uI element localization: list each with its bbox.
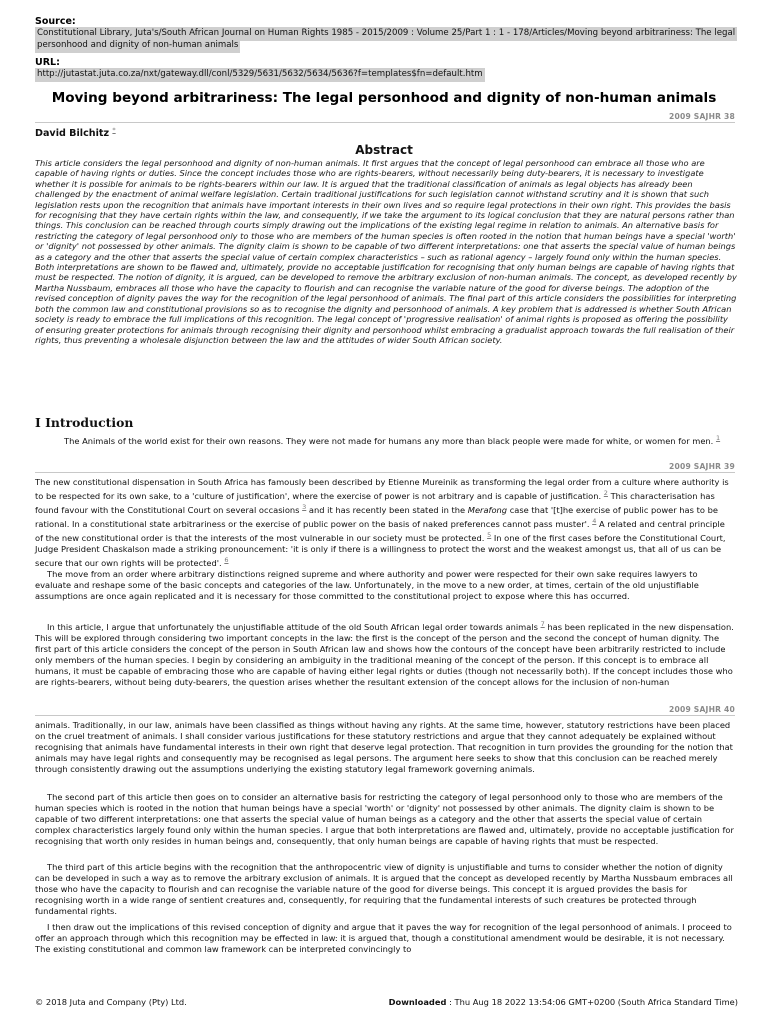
paragraph-6-text: The third part of this article begins with the recognition that the anthropocentric view of dignity is unjustifiable and turns to consider whether the notion of dignity can be developed in such a way as to remove the arbitrary exclusion of animals. It is argued that the concept as developed recently by Martha Nussbaum embraces all those who have the capacity to flourish and can recognise the variable nature of the good for diverse beings. This concept it is argued provides the basis for recognising worth in a wide range of sentient creatures and, consequently, for requiring that the fundamental interests of such creatures be protected through fundamental rights.	[35, 862, 733, 917]
paragraph-3-text-a: In this article, I argue that unfortunately the unjustifiable attitude of the old South African legal order towards animals	[47, 621, 538, 632]
author-footnote-link[interactable]: *	[112, 126, 116, 134]
url-label: URL:	[35, 57, 60, 68]
paragraph-6	[35, 862, 735, 917]
paragraph-3-text-b: has been replicated in the new dispensation. This will be explored through considering two important concepts in the law: the first is the concept of the person and the second the concept of human dignity. The first part of this article considers the concept of the person in South African law and shows how the contours of the concept have been arbitrarily restricted to include only members of the human species. I begin by considering an ambiguity in the traditional meaning of the concept of the person. If this concept is to embrace all humans, it must be capable of embracing those who are capable of having either legal rights or duties (though not necessarily both). If the concept includes those who are rights-bearers, without being duty-bearers, the question arises whether the resultant extension of the concept allows for the inclusion of non-human	[35, 621, 734, 688]
download-info	[389, 997, 738, 1007]
paragraph-1-text-b: This characterisation has found favour with the Constitutional Court on several occasions	[35, 490, 715, 515]
footnote-link-2[interactable]: 2	[603, 489, 608, 498]
paragraph-1	[35, 477, 735, 568]
paragraph-1-text-d: case that '[t]he exercise of public power has to be rational. In a constitutional state arbitrariness or the exercise of public power on the basis of naked preferences cannot pass muster'.	[35, 504, 718, 529]
page-citation-40: 2009 SAJHR 40	[669, 705, 735, 714]
page-citation-38: 2009 SAJHR 38	[669, 112, 735, 121]
section-heading-introduction: I Introduction	[35, 415, 134, 430]
downloaded-timestamp: : Thu Aug 18 2022 13:54:06 GMT+0200 (South Africa Standard Time)	[449, 997, 738, 1007]
paragraph-1-text-c: and it has recently been stated in the	[308, 504, 466, 515]
paragraph-2-text: The move from an order where arbitrary distinctions reigned supreme and where authority and power were respected for their own sake requires lawyers to evaluate and reshape some of the basic concepts and categories of the law. Unfortunately, in the move to a new order, at times, certain of the old unjustifiable assumptions are once again replicated and it is necessary for those committed to the constitutional project to expose where this has occurred.	[35, 569, 699, 602]
abstract-heading: Abstract	[355, 143, 413, 157]
paragraph-7-text: I then draw out the implications of this revised conception of dignity and argue that it paves the way for recognition of the legal personhood of animals. I proceed to offer an approach through which this recognition may be effected in law: it is argued that, though a constitutional amendment would be desirable, it is not necessary. The existing constitutional and common law framework can be interpreted convincingly to	[35, 922, 732, 955]
paragraph-2	[35, 569, 735, 602]
paragraph-5-text: The second part of this article then goes on to consider an alternative basis for restricting the category of legal personhood only to those who are members of the human species which is rooted in the notion that human beings have a special 'worth' or 'dignity' not possessed by other animals. The dignity claim is shown to be capable of two different interpretations: one that asserts the special value of human beings as a category and the other that asserts the special value of certain complex characteristics largely found only within the human species. I argue that both interpretations are flawed and, ultimately, provide no acceptable justification for recognising that worth only resides in human beings and, consequently, that only human beings are capable of having rights that must be respected.	[35, 792, 734, 847]
author-name	[35, 126, 116, 139]
page-divider	[35, 715, 735, 716]
copyright-notice: © 2018 Juta and Company (Pty) Ltd.	[35, 997, 187, 1007]
url-link[interactable]: http://jutastat.juta.co.za/nxt/gateway.dll/conl/5329/5631/5632/5634/5636?f=templates$fn=default.htm	[35, 68, 485, 82]
footnote-link-7[interactable]: 7	[540, 620, 545, 628]
article-title: Moving beyond arbitrariness: The legal personhood and dignity of non-human animals	[51, 90, 717, 106]
downloaded-label: Downloaded	[388, 997, 447, 1007]
source-label: Source:	[35, 16, 76, 27]
footnote-link-4[interactable]: 4	[592, 516, 597, 525]
paragraph-1-text-a: The new constitutional dispensation in South Africa has famously been described by Etienne Mureinik as transforming the legal order from a culture where authority is to be respected for its own sake, to a 'culture of justification', where the exercise of power is not arbitrary and is capable of justification.	[35, 477, 729, 501]
epigraph-quote	[64, 433, 724, 447]
author-text: David Bilchitz	[35, 128, 110, 140]
case-name: Merafong	[467, 504, 508, 515]
footnote-link-1[interactable]: 1	[715, 434, 721, 442]
paragraph-1-text-f: In one of the first cases before the Constitutional Court, Judge President Chaskalson made a striking pronouncement: 'it is only if there is a willingness to protect the worst and the weakest amongst us, that all of us can be secure that our own rights will be protected'.	[35, 532, 726, 568]
footnote-link-3[interactable]: 3	[302, 502, 307, 511]
paragraph-4: animals. Traditionally, in our law, animals have been classified as things without having any rights. At the same time, however, statutory restrictions have been placed on the cruel treatment of animals. I shall consider various justifications for these statutory restrictions and argue that they cannot adequately be explained without recognising that animals have fundamental interests in their own right that deserve legal protection. That recognition in turn provides the grounding for the notion that animals may have legal rights and consequently may be recognised as legal persons. The argument here seeks to show that this conclusion can be reached merely through consistently drawing out the assumptions underlying the existing statutory legal framework governing animals.	[35, 720, 733, 775]
paragraph-1-text-e: A related and central principle of the new constitutional order is that the interests of the most vulnerable in our society must be protected.	[35, 518, 725, 543]
page-citation-39: 2009 SAJHR 39	[669, 462, 735, 471]
footnote-link-6[interactable]: 6	[224, 555, 229, 564]
footnote-link-5[interactable]: 5	[487, 530, 492, 539]
paragraph-3	[35, 619, 735, 688]
epigraph-text: The Animals of the world exist for their own reasons. They were not made for humans any more than black people were made for white, or women for men.	[64, 435, 714, 446]
paragraph-5	[35, 792, 735, 847]
page-divider	[35, 472, 735, 473]
paragraph-7	[35, 922, 735, 955]
source-line-1[interactable]: Constitutional Library, Juta's/South African Journal on Human Rights 1985 - 2015/2009 : Volume 25/Part 1 : 1 - 178/Articles/Moving beyond arbitrariness: The legal	[35, 27, 737, 41]
source-line-2[interactable]: personhood and dignity of non-human animals	[35, 39, 240, 53]
page-divider	[35, 122, 735, 123]
abstract-text: This article considers the legal personhood and dignity of non-human animals. It first argues that the concept of legal personhood can embrace all those who are capable of having rights or duties. Since the concept includes those who are rights-bearers, without necessarily being duty-bearers, it is necessary to investigate whether it is possible for animals to be rights-bearers within our law. It is argued that the traditional classification of animals as legal objects has already been challenged by the enactment of animal welfare legislation. Certain traditional justifications for such legislation cannot withstand scrutiny and it is shown that such legislation rests upon the recognition that animals have important interests in their own lives and so require legal protections in their own right. This provides the basis for recognising that they have certain rights within the law, and consequently, if we take the argument to its logical conclusion that they are natural persons rather than things. This conclusion can be reached through courts simply drawing out the implications of the existing legal regime in relation to animals. An alternative basis for restricting the category of legal personhood only to those who are members of the human species is often rooted in the notion that human beings have a special 'worth' or 'dignity' not possessed by other animals. The dignity claim is shown to be capable of two different interpretations: one that asserts the special value of human beings as a category and the other that asserts the special value of certain complex characteristics – such as rational agency – largely found only within the human species. Both interpretations are shown to be flawed and, ultimately, provide no acceptable justification for recognising that only human beings are capable of having rights that must be respected. The notion of dignity, it is argued, can be developed to remove the arbitrary exclusion of non-human animals. The concept, as developed recently by Martha Nussbaum, embraces all those who have the capacity to flourish and can recognise the variable nature of the good for diverse beings. The adoption of the revised conception of dignity paves the way for the recognition of the legal personhood of animals. The final part of this article considers the possibilities for interpreting both the common law and constitutional provisions so as to recognise the dignity and personhood of animals. A key problem that is addressed is whether South African society is ready to embrace the full implications of this recognition. The legal concept of 'progressive realisation' of animal rights is proposed as offering the possibility of ensuring greater protections for animals through recognising their dignity and personhood whilst embracing a gradualist approach towards the full realisation of their rights, thus preventing a wholesale disjunction between the law and the attitudes of wider South African society.	[35, 158, 737, 345]
